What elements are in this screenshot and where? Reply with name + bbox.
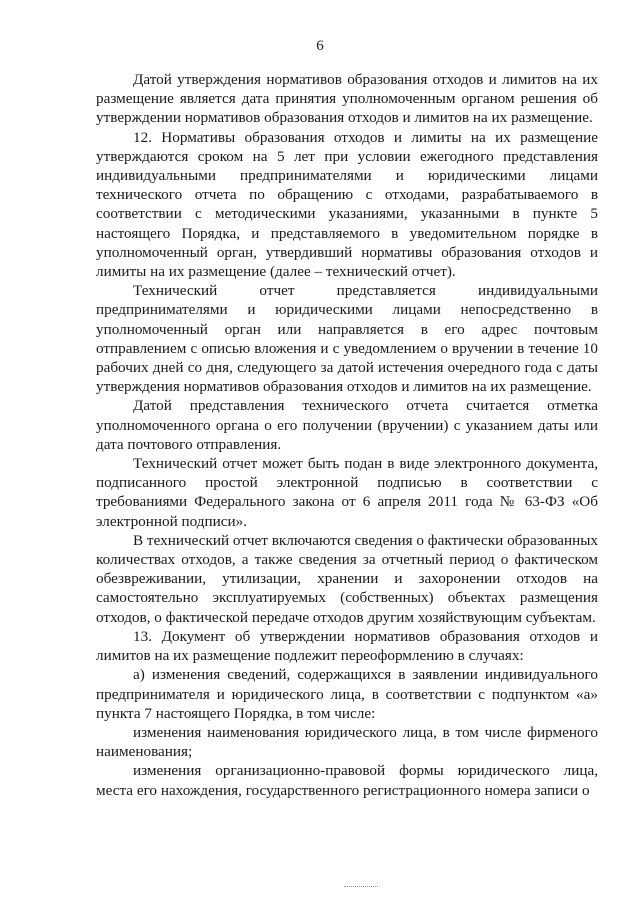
list-item-name-change: изменения наименования юридического лица, в том числе фирменого наименования; bbox=[96, 723, 598, 761]
page-number: 6 bbox=[316, 38, 324, 54]
paragraph-13: 13. Документ об утверждении нормативов образования отходов и лимитов на их размещение подлежит переоформлению в случаях: bbox=[96, 627, 598, 665]
paragraph-submission-date: Датой представления технического отчета считается отметка уполномоченного органа о его получении (вручении) с указанием даты или дата почтового отправления. bbox=[96, 397, 598, 453]
paragraph-approval-date: Датой утверждения нормативов образования отходов и лимитов на их размещение является дата принятия уполномоченным органом решения об утверждении нормативов образования отходов и лимитов на их размещение. bbox=[96, 71, 598, 127]
list-item-a: а) изменения сведений, содержащихся в заявлении индивидуального предпринимателя и юридического лица, в соответствии с подпунктом «а» пункта 7 настоящего Порядка, в том числе: bbox=[96, 666, 598, 722]
paragraph-12: 12. Нормативы образования отходов и лимиты на их размещение утверждаются сроком на 5 лет при условии ежегодного представления индивидуальными предпринимателями и юридическими лицами технического отчета по обращению с отходами, разрабатываемого в соответствии с методическими указаниями, указанными в пункте 5 настоящего Порядка, и представляемого в уведомительном порядке в уполномоченный орган, утвердивший нормативы образования отходов и лимиты на их размещение (далее – технический отчет). bbox=[96, 128, 598, 281]
scan-mark bbox=[344, 884, 378, 887]
document-body bbox=[96, 70, 598, 800]
list-item-org-form-change: изменения организационно-правовой формы юридического лица, места его нахождения, государственного регистрационного номера записи о bbox=[96, 762, 598, 799]
paragraph-electronic-document: Технический отчет может быть подан в виде электронного документа, подписанного простой электронной подписью в соответствии с требованиями Федерального закона от 6 апреля 2011 года № 63-ФЗ «Об электронной подписи». bbox=[96, 455, 598, 530]
paragraph-report-contents: В технический отчет включаются сведения о фактически образованных количествах отходов, а также сведения за отчетный период о фактическом обезвреживании, утилизации, хранении и захоронении отходов на самостоятельно эксплуатируемых (собственных) объектах размещения отходов, о фактической передаче отходов другим хозяйствующим субъектам. bbox=[96, 531, 599, 626]
paragraph-report-submission: Технический отчет представляется индивидуальными предпринимателями и юридическими лицами непосредственно в уполномоченный орган или направляется в его адрес почтовым отправлением с описью вложения и с уведомлением о вручении в течение 10 рабочих дней со дня, следующего за датой истечения очередного года с даты утверждения нормативов образования отходов и лимитов на их размещение. bbox=[96, 282, 598, 396]
